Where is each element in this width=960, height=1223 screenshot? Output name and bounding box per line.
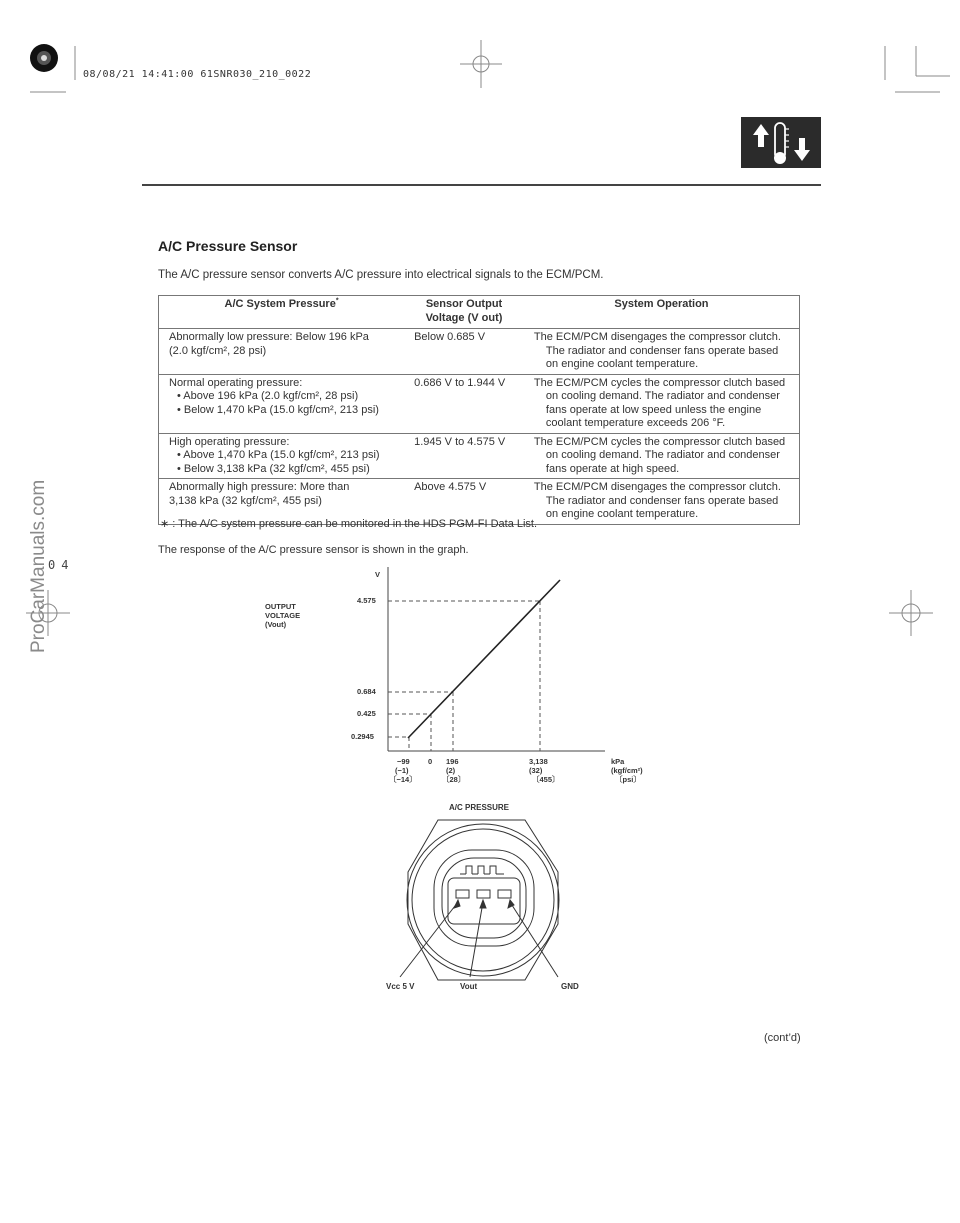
cell-voltage: Below 0.685 V (414, 331, 486, 343)
cell-pressure: Normal operating pressure: • Above 196 kPa (2.0 kgf/cm², 28 psi) • Below 1,470 kPa (15.0 kgf/cm², 213 psi) (169, 376, 379, 416)
footnote: ∗ : The A/C system pressure can be monitored in the HDS PGM-FI Data List. (160, 518, 538, 530)
connector-pins (456, 890, 511, 898)
crosshair-icon (460, 40, 502, 88)
cell-pressure: Abnormally low pressure: Below 196 kPa (2.0 kgf/cm², 28 psi) (169, 331, 369, 357)
x-tick-label: 196 (2) 〔28〕 (442, 757, 466, 784)
crosshair-icon (889, 590, 933, 636)
table-row (159, 374, 800, 433)
pin-gnd (498, 890, 511, 898)
table-header-row (159, 296, 800, 329)
section-intro: The A/C pressure sensor converts A/C pressure into electrical signals to the ECM/PCM. (158, 269, 604, 281)
connector-diagram (380, 812, 590, 992)
watermark: ProCarManuals.com (28, 479, 49, 653)
cell-operation: The ECM/PCM disengages the compressor clutch. The radiator and condenser fans operate based on engine coolant temperature. (533, 481, 781, 520)
y-tick-label: 4.575 (357, 596, 376, 605)
table-row (159, 433, 800, 479)
graph-intro: The response of the A/C pressure sensor is shown in the graph. (158, 544, 469, 556)
pin-label-vcc: Vcc 5 V (386, 982, 415, 991)
y-tick-label: 0.684 (357, 687, 376, 696)
cell-operation: The ECM/PCM cycles the compressor clutch based on cooling demand. The radiator and condenser fans operate at low speed unless the engine coolant temperature exceeds 206 °F. (533, 376, 786, 429)
cell-operation: The ECM/PCM cycles the compressor clutch based on cooling demand. The radiator and condenser fans operate at high speed. (533, 435, 786, 475)
y-tick-label: 0.2945 (351, 732, 374, 741)
x-tick-label: 3,138 (32) 〔455〕 (529, 757, 560, 784)
header-voltage: Sensor Output Voltage (V out) (425, 298, 503, 324)
connector-title: A/C PRESSURE (449, 803, 510, 812)
y-axis-unit: V (375, 570, 381, 579)
header-operation: System Operation (614, 298, 709, 310)
section-title: A/C Pressure Sensor (158, 238, 298, 254)
print-timestamp: 08/08/21 14:41:00 61SNR030_210_0022 (83, 69, 312, 80)
climate-control-icon (741, 117, 821, 168)
pin-vcc (456, 890, 469, 898)
header-pressure: A/C System Pressure* (224, 297, 339, 310)
x-axis-unit: kPa (kgf/cm²) 〔psi〕 (611, 757, 643, 784)
header-rule (142, 184, 821, 186)
cell-voltage: 1.945 V to 4.575 V (414, 435, 506, 448)
x-tick-label: 0 (428, 757, 433, 766)
cell-voltage: 0.686 V to 1.944 V (414, 376, 506, 389)
page-code: 04 (48, 558, 75, 572)
y-axis-label: OUTPUT VOLTAGE (Vout) (265, 602, 301, 629)
pin-label-vout: Vout (460, 982, 478, 991)
cell-voltage: Above 4.575 V (414, 481, 487, 493)
registration-target-icon (30, 44, 58, 72)
table-row (159, 329, 800, 375)
y-tick-label: 0.425 (357, 709, 376, 718)
pressure-spec-table (158, 295, 800, 525)
cell-operation: The ECM/PCM disengages the compressor clutch. The radiator and condenser fans operate based on engine coolant temperature. (533, 331, 781, 370)
x-tick-label: −99 (−1) 〔−14〕 (389, 757, 417, 784)
pin-label-gnd: GND (561, 982, 579, 991)
cell-pressure: Abnormally high pressure: More than 3,138 kPa (32 kgf/cm², 455 psi) (169, 481, 350, 507)
cell-pressure: High operating pressure: • Above 1,470 kPa (15.0 kgf/cm², 213 psi) • Below 3,138 kPa (32 kgf/cm², 455 psi) (169, 435, 380, 475)
continued-note: (cont’d) (764, 1032, 801, 1044)
pin-vout (477, 890, 490, 898)
